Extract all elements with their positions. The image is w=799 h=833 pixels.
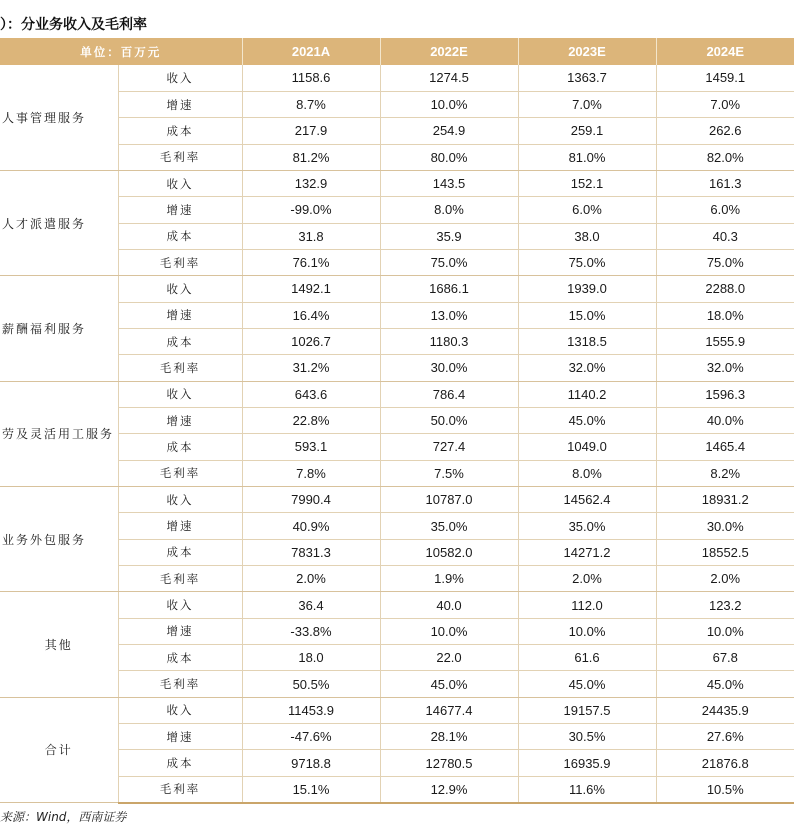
value-cell: 45.0%: [380, 671, 518, 697]
value-cell: 1492.1: [242, 276, 380, 302]
table-row: [0, 592, 794, 618]
table-row: [0, 118, 794, 144]
value-cell: 9718.8: [242, 750, 380, 776]
metric-label: 成本: [118, 750, 242, 776]
value-cell: 1.9%: [380, 566, 518, 592]
value-cell: 143.5: [380, 170, 518, 196]
value-cell: 30.0%: [380, 355, 518, 381]
table-row: [0, 249, 794, 275]
segment-label: 人事管理服务: [0, 65, 118, 170]
table-row: [0, 566, 794, 592]
value-cell: 1596.3: [656, 381, 794, 407]
table-row: [0, 144, 794, 170]
source-note: 来源：Wind，西南证券: [0, 810, 127, 824]
metric-label: 成本: [118, 539, 242, 565]
value-cell: 7.5%: [380, 460, 518, 486]
value-cell: 10.5%: [656, 776, 794, 802]
metric-label: 收入: [118, 65, 242, 91]
value-cell: 81.2%: [242, 144, 380, 170]
value-cell: 112.0: [518, 592, 656, 618]
table-row: [0, 776, 794, 802]
value-cell: 82.0%: [656, 144, 794, 170]
metric-label: 收入: [118, 487, 242, 513]
value-cell: 1555.9: [656, 328, 794, 354]
value-cell: 1180.3: [380, 328, 518, 354]
metric-label: 增速: [118, 724, 242, 750]
metric-label: 增速: [118, 197, 242, 223]
table-row: [0, 223, 794, 249]
segment-label: 劳及灵活用工服务: [0, 381, 118, 486]
table-row: [0, 381, 794, 407]
value-cell: 32.0%: [656, 355, 794, 381]
value-cell: 14562.4: [518, 487, 656, 513]
value-cell: 18931.2: [656, 487, 794, 513]
value-cell: 7831.3: [242, 539, 380, 565]
value-cell: 593.1: [242, 434, 380, 460]
value-cell: 262.6: [656, 118, 794, 144]
value-cell: 31.8: [242, 223, 380, 249]
value-cell: 6.0%: [518, 197, 656, 223]
metric-label: 毛利率: [118, 144, 242, 170]
value-cell: 35.0%: [518, 513, 656, 539]
value-cell: 12.9%: [380, 776, 518, 802]
value-cell: 1049.0: [518, 434, 656, 460]
value-cell: 1465.4: [656, 434, 794, 460]
table-row: [0, 65, 794, 91]
value-cell: 81.0%: [518, 144, 656, 170]
metric-label: 收入: [118, 170, 242, 196]
value-cell: 45.0%: [518, 407, 656, 433]
value-cell: 14271.2: [518, 539, 656, 565]
value-cell: 152.1: [518, 170, 656, 196]
table-row: [0, 170, 794, 196]
value-cell: 10.0%: [656, 618, 794, 644]
value-cell: 18.0: [242, 645, 380, 671]
value-cell: 1686.1: [380, 276, 518, 302]
metric-label: 毛利率: [118, 671, 242, 697]
value-cell: 1318.5: [518, 328, 656, 354]
value-cell: 67.8: [656, 645, 794, 671]
value-cell: 254.9: [380, 118, 518, 144]
value-cell: 40.0: [380, 592, 518, 618]
segment-label: 其他: [0, 592, 118, 697]
value-cell: 11.6%: [518, 776, 656, 802]
value-cell: 50.5%: [242, 671, 380, 697]
table-body: [0, 65, 794, 803]
metric-label: 增速: [118, 513, 242, 539]
segment-label: 合计: [0, 697, 118, 802]
value-cell: 132.9: [242, 170, 380, 196]
segment-label: 人才派遣服务: [0, 170, 118, 275]
value-cell: 75.0%: [656, 249, 794, 275]
value-cell: 2288.0: [656, 276, 794, 302]
metric-label: 增速: [118, 618, 242, 644]
metric-label: 收入: [118, 697, 242, 723]
value-cell: 36.4: [242, 592, 380, 618]
value-cell: 61.6: [518, 645, 656, 671]
value-cell: 161.3: [656, 170, 794, 196]
value-cell: 10.0%: [380, 618, 518, 644]
value-cell: 19157.5: [518, 697, 656, 723]
value-cell: 28.1%: [380, 724, 518, 750]
value-cell: 40.0%: [656, 407, 794, 433]
table-row: [0, 434, 794, 460]
table-row: [0, 697, 794, 723]
unit-header: 单位：百万元: [0, 38, 242, 65]
year-header-2023: 2023E: [518, 38, 656, 65]
value-cell: 11453.9: [242, 697, 380, 723]
metric-label: 收入: [118, 592, 242, 618]
value-cell: 75.0%: [518, 249, 656, 275]
value-cell: 7990.4: [242, 487, 380, 513]
value-cell: 10.0%: [380, 91, 518, 117]
value-cell: 80.0%: [380, 144, 518, 170]
value-cell: 32.0%: [518, 355, 656, 381]
table-row: [0, 197, 794, 223]
value-cell: 15.0%: [518, 302, 656, 328]
segment-revenue-table: [0, 38, 794, 804]
value-cell: 8.0%: [380, 197, 518, 223]
year-header-2021: 2021A: [242, 38, 380, 65]
metric-label: 成本: [118, 223, 242, 249]
metric-label: 成本: [118, 328, 242, 354]
value-cell: 45.0%: [656, 671, 794, 697]
value-cell: 7.8%: [242, 460, 380, 486]
value-cell: 16.4%: [242, 302, 380, 328]
table-row: [0, 328, 794, 354]
value-cell: 22.0: [380, 645, 518, 671]
value-cell: 2.0%: [656, 566, 794, 592]
table-row: [0, 407, 794, 433]
value-cell: 22.8%: [242, 407, 380, 433]
metric-label: 增速: [118, 302, 242, 328]
value-cell: 7.0%: [518, 91, 656, 117]
value-cell: 2.0%: [518, 566, 656, 592]
value-cell: 45.0%: [518, 671, 656, 697]
value-cell: 10787.0: [380, 487, 518, 513]
value-cell: 18552.5: [656, 539, 794, 565]
metric-label: 成本: [118, 118, 242, 144]
year-header-2022: 2022E: [380, 38, 518, 65]
table-title: ）：分业务收入及毛利率: [0, 17, 147, 33]
value-cell: 8.7%: [242, 91, 380, 117]
value-cell: 50.0%: [380, 407, 518, 433]
value-cell: 38.0: [518, 223, 656, 249]
value-cell: 12780.5: [380, 750, 518, 776]
value-cell: 75.0%: [380, 249, 518, 275]
metric-label: 增速: [118, 407, 242, 433]
table-row: [0, 91, 794, 117]
table-row: [0, 645, 794, 671]
table-row: [0, 724, 794, 750]
metric-label: 毛利率: [118, 460, 242, 486]
metric-label: 收入: [118, 276, 242, 302]
value-cell: 24435.9: [656, 697, 794, 723]
table-header: [0, 38, 794, 65]
value-cell: 1363.7: [518, 65, 656, 91]
metric-label: 收入: [118, 381, 242, 407]
value-cell: 31.2%: [242, 355, 380, 381]
table-row: [0, 355, 794, 381]
value-cell: 8.2%: [656, 460, 794, 486]
table-row: [0, 513, 794, 539]
metric-label: 毛利率: [118, 566, 242, 592]
value-cell: 1274.5: [380, 65, 518, 91]
value-cell: 18.0%: [656, 302, 794, 328]
value-cell: 27.6%: [656, 724, 794, 750]
table-row: [0, 460, 794, 486]
metric-label: 成本: [118, 645, 242, 671]
value-cell: 30.5%: [518, 724, 656, 750]
value-cell: 30.0%: [656, 513, 794, 539]
table-row: [0, 276, 794, 302]
value-cell: 1026.7: [242, 328, 380, 354]
table-row: [0, 750, 794, 776]
metric-label: 成本: [118, 434, 242, 460]
value-cell: 6.0%: [656, 197, 794, 223]
metric-label: 毛利率: [118, 776, 242, 802]
value-cell: 643.6: [242, 381, 380, 407]
value-cell: 10.0%: [518, 618, 656, 644]
value-cell: 217.9: [242, 118, 380, 144]
value-cell: 35.9: [380, 223, 518, 249]
value-cell: -99.0%: [242, 197, 380, 223]
value-cell: 40.3: [656, 223, 794, 249]
value-cell: 1140.2: [518, 381, 656, 407]
value-cell: -33.8%: [242, 618, 380, 644]
year-header-2024: 2024E: [656, 38, 794, 65]
segment-label: 薪酬福利服务: [0, 276, 118, 381]
value-cell: 35.0%: [380, 513, 518, 539]
table-row: [0, 487, 794, 513]
metric-label: 增速: [118, 91, 242, 117]
value-cell: -47.6%: [242, 724, 380, 750]
value-cell: 123.2: [656, 592, 794, 618]
table-row: [0, 618, 794, 644]
value-cell: 7.0%: [656, 91, 794, 117]
value-cell: 21876.8: [656, 750, 794, 776]
value-cell: 16935.9: [518, 750, 656, 776]
value-cell: 8.0%: [518, 460, 656, 486]
value-cell: 1939.0: [518, 276, 656, 302]
value-cell: 14677.4: [380, 697, 518, 723]
value-cell: 1459.1: [656, 65, 794, 91]
value-cell: 13.0%: [380, 302, 518, 328]
table-row: [0, 539, 794, 565]
table-row: [0, 671, 794, 697]
value-cell: 76.1%: [242, 249, 380, 275]
table-row: [0, 302, 794, 328]
metric-label: 毛利率: [118, 249, 242, 275]
value-cell: 15.1%: [242, 776, 380, 802]
metric-label: 毛利率: [118, 355, 242, 381]
value-cell: 10582.0: [380, 539, 518, 565]
value-cell: 40.9%: [242, 513, 380, 539]
segment-label: 业务外包服务: [0, 487, 118, 592]
value-cell: 2.0%: [242, 566, 380, 592]
value-cell: 1158.6: [242, 65, 380, 91]
value-cell: 259.1: [518, 118, 656, 144]
value-cell: 727.4: [380, 434, 518, 460]
value-cell: 786.4: [380, 381, 518, 407]
